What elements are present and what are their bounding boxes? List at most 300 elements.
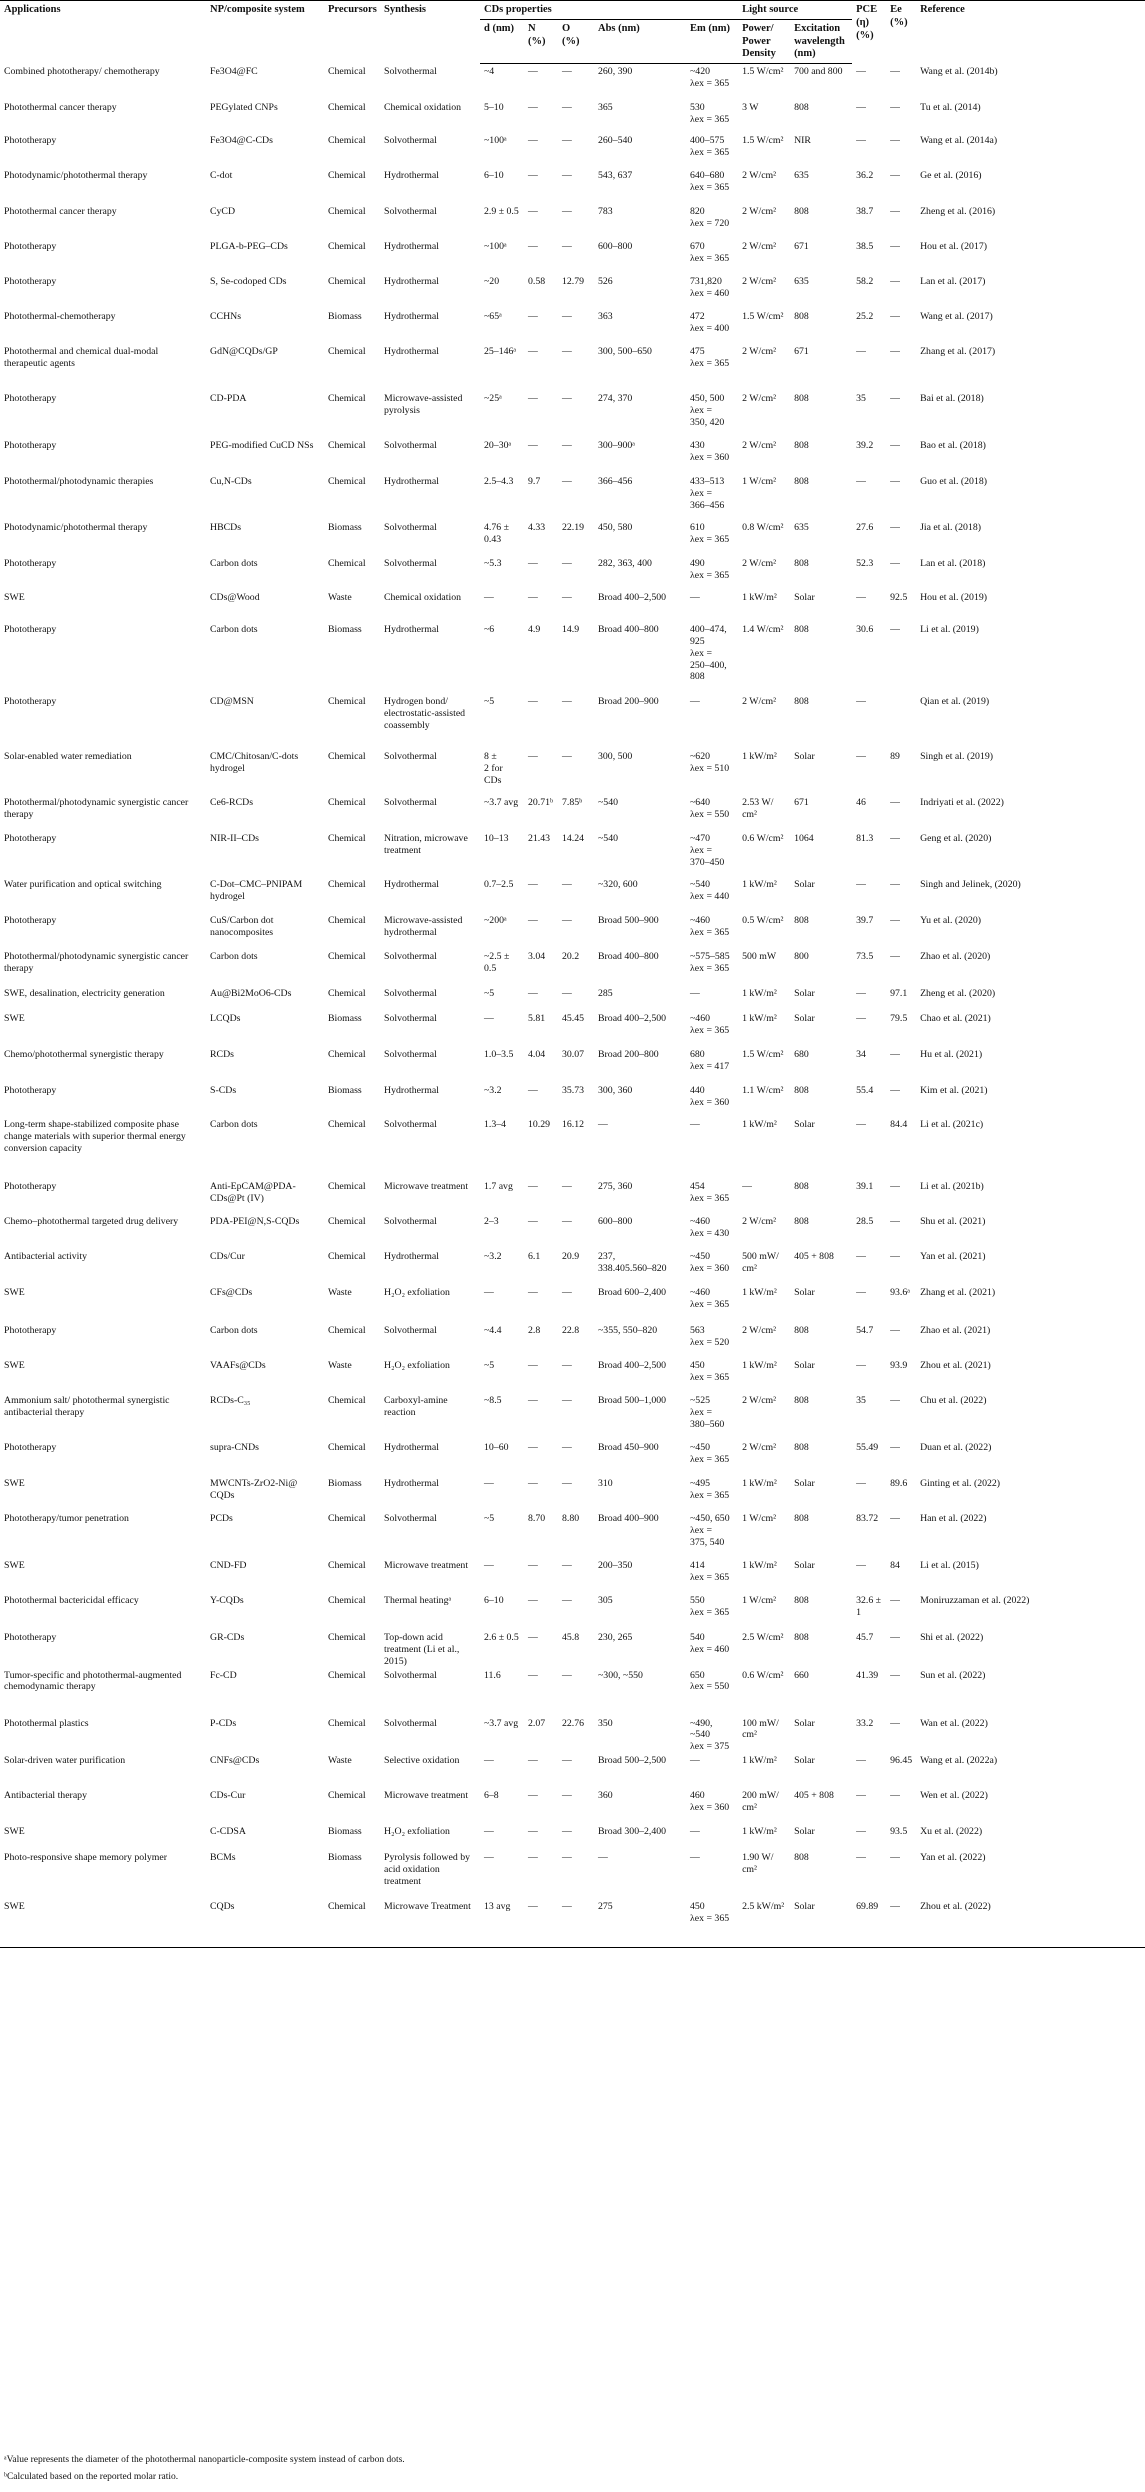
table-cell: — — [562, 1394, 572, 1406]
table-cell: — — [484, 1852, 494, 1864]
table-cell: 400–575 λex = 365 — [690, 134, 730, 158]
table-cell: — — [890, 1215, 900, 1227]
table-cell: 472 λex = 400 — [690, 310, 730, 334]
table-cell: Phototherapy — [4, 623, 57, 635]
table-row — [0, 1179, 1145, 1214]
table-row — [0, 1440, 1145, 1476]
table-cell: Photothermal cancer therapy — [4, 101, 117, 113]
table-cell: 0.6 W/cm² — [742, 1669, 784, 1681]
table-cell: — — [484, 1286, 494, 1298]
table-cell: Indriyati et al. (2022) — [920, 796, 1004, 808]
table-cell: — — [856, 1012, 866, 1024]
table-cell: 414 λex = 365 — [690, 1559, 730, 1583]
table-cell: 275, 360 — [598, 1180, 633, 1192]
table-cell: 366–456 — [598, 475, 633, 487]
table-cell: 2 W/cm² — [742, 1441, 777, 1453]
table-cell: 808 — [794, 623, 809, 635]
table-cell: Broad 500–2,500 — [598, 1755, 667, 1767]
footnote-b: ᵇCalculated based on the reported molar ratio. — [4, 2472, 179, 2482]
table-row — [0, 1716, 1145, 1754]
table-cell: Geng et al. (2020) — [920, 832, 992, 844]
table-cell: Pyrolysis followed by acid oxidation treatment — [384, 1852, 470, 1888]
table-cell: 2 W/cm² — [742, 557, 777, 569]
table-cell: — — [562, 591, 572, 603]
table-cell: Hydrothermal — [384, 1250, 439, 1262]
table-cell: 260, 390 — [598, 66, 633, 78]
table-row — [0, 309, 1145, 344]
table-row — [0, 239, 1145, 274]
table-cell: Chao et al. (2021) — [920, 1012, 991, 1024]
table-cell: Wan et al. (2022) — [920, 1717, 988, 1729]
table-cell: — — [562, 1559, 572, 1571]
table-cell: Moniruzzaman et al. (2022) — [920, 1594, 1030, 1606]
table-cell: — — [562, 1441, 572, 1453]
table-cell: PCDs — [210, 1512, 233, 1524]
table-row — [0, 1850, 1145, 1899]
table-row — [0, 344, 1145, 391]
table-cell: 300, 360 — [598, 1084, 633, 1096]
table-cell: — — [562, 345, 572, 357]
table-cell: Solar — [794, 1359, 815, 1371]
table-cell: Chemical — [328, 1631, 366, 1643]
table-cell: 808 — [794, 439, 809, 451]
table-row — [0, 100, 1145, 133]
table-cell: 55.49 — [856, 1441, 879, 1453]
table-cell: — — [856, 1250, 866, 1262]
table-cell: — — [856, 475, 866, 487]
table-cell: Chemical — [328, 878, 366, 890]
table-cell: Solvothermal — [384, 1324, 437, 1336]
table-cell: Long-term shape-stabilized composite phase change materials with superior thermal energy conversion capacity — [4, 1118, 186, 1154]
table-cell: — — [562, 1180, 572, 1192]
table-cell: Chemical — [328, 1594, 366, 1606]
table-cell: — — [528, 914, 538, 926]
table-cell: — — [856, 1359, 866, 1371]
table-cell: 89 — [890, 750, 900, 762]
header-light-source: Light source — [738, 1, 852, 20]
table-cell: LCQDs — [210, 1012, 241, 1024]
table-cell: 500 mW/ cm² — [742, 1250, 779, 1274]
table-cell: HBCDs — [210, 521, 242, 533]
table-cell: Photodynamic/photothermal therapy — [4, 521, 148, 533]
table-cell: Shi et al. (2022) — [920, 1631, 984, 1643]
table-row — [0, 1511, 1145, 1558]
table-cell: Hydrothermal — [384, 1441, 439, 1453]
table-cell: — — [856, 750, 866, 762]
table-cell: — — [484, 591, 494, 603]
table-cell: — — [562, 169, 572, 181]
table-cell: ~2.5 ± 0.5 — [484, 950, 510, 974]
table-cell: Chemical — [328, 345, 366, 357]
table-cell: ~620 λex = 510 — [690, 750, 730, 774]
table-cell: ~460 λex = 365 — [690, 914, 730, 938]
table-cell: — — [528, 392, 538, 404]
table-cell: — — [528, 1359, 538, 1371]
table-cell: 20–30ᵃ — [484, 439, 512, 451]
table-cell: Chemical — [328, 987, 366, 999]
table-cell: 4.04 — [528, 1048, 546, 1060]
table-cell: — — [856, 591, 866, 603]
table-cell: BCMs — [210, 1852, 236, 1864]
table-cell: Yan et al. (2022) — [920, 1852, 986, 1864]
table-cell: Phototherapy — [4, 1180, 57, 1192]
table-cell: — — [528, 310, 538, 322]
table-cell: 808 — [794, 1324, 809, 1336]
table-cell: Chemical — [328, 475, 366, 487]
table-cell: — — [562, 557, 572, 569]
table-cell: 808 — [794, 914, 809, 926]
table-cell: 30.07 — [562, 1048, 585, 1060]
header-applications: Applications — [0, 1, 206, 64]
table-cell: Shu et al. (2021) — [920, 1215, 986, 1227]
table-cell: Photothermal cancer therapy — [4, 205, 117, 217]
table-cell: PEG-modified CuCD NSs — [210, 439, 314, 451]
table-cell: Hydrothermal — [384, 475, 439, 487]
table-cell: 731,820 λex = 460 — [690, 275, 730, 299]
table-cell: Fe3O4@C-CDs — [210, 134, 273, 146]
table-cell: SWE — [4, 1826, 25, 1838]
table-cell: 93.5 — [890, 1826, 908, 1838]
table-cell: — — [528, 1084, 538, 1096]
table-cell: 2 W/cm² — [742, 1215, 777, 1227]
table-cell: Anti-EpCAM@PDA-CDs@Pt (IV) — [210, 1180, 296, 1204]
table-cell: Photothermal and chemical dual-modal therapeutic agents — [4, 345, 159, 369]
table-cell: CyCD — [210, 205, 236, 217]
table-cell: 81.3 — [856, 832, 874, 844]
table-cell: 2 W/cm² — [742, 345, 777, 357]
table-cell: 635 — [794, 521, 809, 533]
table-cell: — — [890, 832, 900, 844]
table-row — [0, 1117, 1145, 1179]
table-cell: 808 — [794, 1394, 809, 1406]
table-cell: 1 W/cm² — [742, 1594, 777, 1606]
table-row — [0, 1249, 1145, 1285]
table-cell: Hydrothermal — [384, 623, 439, 635]
table-cell: — — [484, 1012, 494, 1024]
table-cell: — — [856, 1826, 866, 1838]
table-cell: Microwave treatment — [384, 1559, 469, 1571]
table-cell: ~420 λex = 365 — [690, 66, 730, 90]
table-cell: GR-CDs — [210, 1631, 245, 1643]
table-cell: Yu et al. (2020) — [920, 914, 982, 926]
table-cell: Solar — [794, 1118, 815, 1130]
table-cell: Solvothermal — [384, 521, 437, 533]
table-cell: 285 — [598, 987, 613, 999]
table-cell: 73.5 — [856, 950, 874, 962]
table-cell: 600–800 — [598, 1215, 633, 1227]
table-cell: — — [528, 1394, 538, 1406]
table-row — [0, 622, 1145, 694]
table-cell: Chemical — [328, 914, 366, 926]
table-cell: Chemical — [328, 101, 366, 113]
table-cell: 500 mW — [742, 950, 777, 962]
table-cell: — — [528, 134, 538, 146]
table-row — [0, 694, 1145, 749]
table-cell: Combined phototherapy/ chemotherapy — [4, 65, 160, 77]
table-row — [0, 795, 1145, 831]
table-cell: Hydrothermal — [384, 310, 439, 322]
table-cell: 1.5 W/cm² — [742, 66, 784, 78]
table-cell: — — [856, 101, 866, 113]
table-cell: ~540 λex = 440 — [690, 878, 730, 902]
table-cell: 35 — [856, 1394, 866, 1406]
table-cell: Chemical — [324, 1899, 380, 1947]
table-row — [0, 1668, 1145, 1716]
table-cell: — — [742, 1180, 752, 1192]
table-row — [0, 1214, 1145, 1249]
table-cell: ~200ᵃ — [484, 914, 507, 926]
table-cell: Photothermal/photodynamic therapies — [4, 475, 154, 487]
table-cell: 6–10 — [484, 1594, 504, 1606]
table-cell: 28.5 — [856, 1215, 874, 1227]
table-cell: 22.19 — [562, 521, 585, 533]
table-cell: 41.39 — [856, 1669, 879, 1681]
table-cell: Chemical — [328, 695, 366, 707]
table-cell: — — [890, 205, 900, 217]
table-cell: — — [528, 1594, 538, 1606]
table-cell: Solar — [794, 1826, 815, 1838]
table-row — [0, 749, 1145, 795]
table-row — [0, 1323, 1145, 1358]
table-cell: 433–513 λex = 366–456 — [690, 475, 725, 511]
table-cell: 20.71ᵇ — [528, 796, 554, 808]
table-cell: Ge et al. (2016) — [920, 169, 982, 181]
table-row — [0, 1285, 1145, 1323]
table-cell: Biomass — [328, 310, 362, 322]
table-cell: ~4.4 — [484, 1324, 502, 1336]
table-cell: PLGA-b-PEG–CDs — [210, 240, 288, 252]
table-cell: ~3.2 — [484, 1084, 502, 1096]
table-cell: Chemo–photothermal targeted drug delivery — [4, 1215, 179, 1227]
table-cell: — — [562, 134, 572, 146]
table-cell: — — [890, 557, 900, 569]
table-cell: — — [528, 878, 538, 890]
table-cell: 1 kW/m² — [742, 878, 777, 890]
table-cell: SWE — [4, 1559, 25, 1571]
table-cell: — — [562, 1477, 572, 1489]
table-cell: H₂O₂ exfoliation — [384, 1286, 450, 1298]
table-cell: — — [528, 1441, 538, 1453]
table-cell: Chemical — [328, 1717, 366, 1729]
table-cell: Phototherapy/tumor penetration — [4, 1512, 129, 1524]
table-cell: 808 — [794, 1215, 809, 1227]
table-cell: Zheng et al. (2016) — [920, 205, 996, 217]
table-cell: 38.7 — [856, 205, 874, 217]
table-cell: Chemical — [328, 392, 366, 404]
table-cell: Biomass — [328, 623, 362, 635]
table-cell: 808 — [794, 1512, 809, 1524]
table-cell: 363 — [598, 310, 613, 322]
table-cell: Photo-responsive shape memory polymer — [4, 1852, 167, 1864]
table-cell: 808 — [794, 1631, 809, 1643]
table-cell: 450, 580 — [598, 521, 633, 533]
table-cell: Phototherapy — [4, 1324, 57, 1336]
table-cell: 671 — [794, 240, 809, 252]
table-cell: C-Dot–CMC–PNIPAM hydrogel — [210, 878, 303, 902]
table-cell: Microwave-assisted hydrothermal — [384, 914, 463, 938]
table-cell: Singh et al. (2019) — [920, 750, 993, 762]
table-cell: Carboxyl-amine reaction — [384, 1394, 448, 1418]
table-cell: Fe3O4@FC — [210, 65, 258, 77]
table-cell: 1.5 W/cm² — [742, 134, 784, 146]
table-cell: 20.9 — [562, 1250, 580, 1262]
table-cell: CDs/Cur — [210, 1250, 245, 1262]
table-row — [0, 949, 1145, 986]
table-cell: 2 W/cm² — [742, 240, 777, 252]
table-row — [0, 274, 1145, 309]
table-cell: Chemical — [328, 1441, 366, 1453]
table-cell: 92.5 — [890, 591, 908, 603]
table-cell: 274, 370 — [598, 392, 633, 404]
table-cell: 305 — [598, 1594, 613, 1606]
table-cell: 30.6 — [856, 623, 874, 635]
table-cell: 671 — [794, 345, 809, 357]
table-cell: Broad 600–2,400 — [598, 1286, 667, 1298]
table-cell: — — [562, 101, 572, 113]
table-cell: Waste — [328, 1286, 352, 1298]
table-cell: 1.5 W/cm² — [742, 310, 784, 322]
table-cell: 610 λex = 365 — [690, 521, 730, 545]
table-cell: SWE — [4, 1477, 25, 1489]
table-cell: 8.70 — [528, 1512, 546, 1524]
table-cell: 1 W/cm² — [742, 475, 777, 487]
table-cell: — — [690, 1118, 700, 1130]
table-cell: — — [562, 1359, 572, 1371]
table-cell: — — [528, 1559, 538, 1571]
table-cell: 671 — [794, 796, 809, 808]
table-cell: 1 kW/m² — [742, 1826, 777, 1838]
table-cell: 12.79 — [562, 275, 585, 287]
table-row — [0, 1011, 1145, 1047]
table-cell: 7.85ᵇ — [562, 796, 583, 808]
table-cell: 680 — [794, 1048, 809, 1060]
table-row — [0, 1630, 1145, 1668]
table-cell: — — [890, 1717, 900, 1729]
table-cell: 36.2 — [856, 169, 874, 181]
table-cell: SWE — [4, 1359, 25, 1371]
table-cell: Biomass — [328, 1826, 362, 1838]
table-cell: Photothermal bactericidal efficacy — [4, 1594, 139, 1606]
table-cell: 1 kW/m² — [742, 1755, 777, 1767]
table-cell: ~5 — [484, 1512, 495, 1524]
table-cell: 640–680 λex = 365 — [690, 169, 730, 193]
table-cell: — — [890, 169, 900, 181]
table-cell: 52.3 — [856, 557, 874, 569]
table-cell: — — [528, 101, 538, 113]
table-cell: Chemical — [328, 65, 366, 77]
table-cell: ~65ᵃ — [484, 310, 502, 322]
table-cell: Chemical — [328, 1250, 366, 1262]
table-cell: Solvothermal — [384, 1669, 437, 1681]
table-cell: Chemical oxidation — [384, 591, 461, 603]
table-cell: 808 — [794, 1594, 809, 1606]
table-cell: Microwave Treatment — [380, 1899, 480, 1947]
table-cell: 2.8 — [528, 1324, 541, 1336]
table-cell: — — [890, 345, 900, 357]
table-cell: 300, 500 — [598, 750, 633, 762]
table-cell: 14.9 — [562, 623, 580, 635]
table-row — [0, 1083, 1145, 1117]
table-cell: 1 kW/m² — [742, 591, 777, 603]
table-cell: ~300, ~550 — [598, 1669, 643, 1681]
table-cell: Hydrothermal — [384, 345, 439, 357]
table-cell: 1 W/cm² — [742, 1512, 777, 1524]
table-cell: CCHNs — [210, 310, 242, 322]
table-cell: 79.5 — [890, 1012, 908, 1024]
table-cell: — — [562, 310, 572, 322]
table-cell: 700 and 800 — [794, 66, 843, 78]
table-cell: — — [890, 623, 900, 635]
table-cell: — — [856, 1790, 866, 1802]
table-cell: ~100ᵃ — [484, 240, 507, 252]
table-cell: 808 — [794, 1180, 809, 1192]
table-cell: 39.1 — [856, 1180, 874, 1192]
header-np-system: NP/composite system — [206, 1, 324, 64]
table-cell: ~640 λex = 550 — [690, 796, 730, 820]
table-cell: 2 W/cm² — [742, 1324, 777, 1336]
table-cell: ~540 — [598, 796, 618, 808]
table-cell: 10–13 — [484, 832, 509, 844]
table-cell: Solar-enabled water remediation — [4, 750, 132, 762]
table-cell: — — [890, 914, 900, 926]
table-cell: 450 λex = 365 — [690, 1359, 730, 1383]
table-cell: — — [562, 1826, 572, 1838]
table-cell: ~5 — [484, 1359, 495, 1371]
table-cell: — — [528, 439, 538, 451]
table-cell: — — [528, 1852, 538, 1864]
table-cell: Phototherapy — [4, 1084, 57, 1096]
table-cell: Guo et al. (2018) — [920, 475, 988, 487]
table-cell: Broad 400–900 — [598, 1512, 659, 1524]
table-cell: — — [528, 1790, 538, 1802]
table-cell: Fc-CD — [210, 1669, 237, 1681]
table-cell: 45.7 — [856, 1631, 874, 1643]
table-cell: 808 — [794, 1441, 809, 1453]
table-cell: 10–60 — [484, 1441, 509, 1453]
table-cell: 35.73 — [562, 1084, 585, 1096]
table-cell: Li et al. (2021c) — [920, 1118, 984, 1130]
table-cell: Solar — [794, 1477, 815, 1489]
table-cell: 32.6 ± 1 — [856, 1594, 882, 1618]
table-cell: — — [562, 1790, 572, 1802]
table-cell: ~525 λex = 380–560 — [690, 1394, 725, 1430]
table-cell: Chemical — [328, 1512, 366, 1524]
table-cell: — — [528, 1286, 538, 1298]
table-cell: 39.7 — [856, 914, 874, 926]
table-cell: 96.45 — [890, 1755, 913, 1767]
table-cell: PEGylated CNPs — [210, 101, 278, 113]
table-cell — [886, 694, 916, 749]
table-cell: Solar — [790, 1899, 852, 1947]
table-cell: Solar — [794, 1717, 815, 1729]
table-cell: Chemical — [328, 796, 366, 808]
table-cell: Solvothermal — [384, 750, 437, 762]
table-cell: — — [890, 1250, 900, 1262]
table-cell: Biomass — [328, 1852, 362, 1864]
table-cell: C-dot — [210, 169, 233, 181]
header-cds-properties: CDs properties — [480, 1, 738, 20]
table-cell: 4.9 — [528, 623, 541, 635]
table-cell: Thermal heatingᵃ — [384, 1594, 452, 1606]
table-cell: Biomass — [328, 1477, 362, 1489]
table-cell: CuS/Carbon dot nanocomposites — [210, 914, 274, 938]
table-cell: Ce6-RCDs — [210, 796, 254, 808]
table-cell: Chu et al. (2022) — [920, 1394, 987, 1406]
table-cell: ~470 λex = 370–450 — [690, 832, 725, 868]
table-cell: Au@Bi2MoO6-CDs — [210, 987, 292, 999]
table-cell: Chemical — [328, 275, 366, 287]
table-cell: Broad 200–800 — [598, 1048, 659, 1060]
